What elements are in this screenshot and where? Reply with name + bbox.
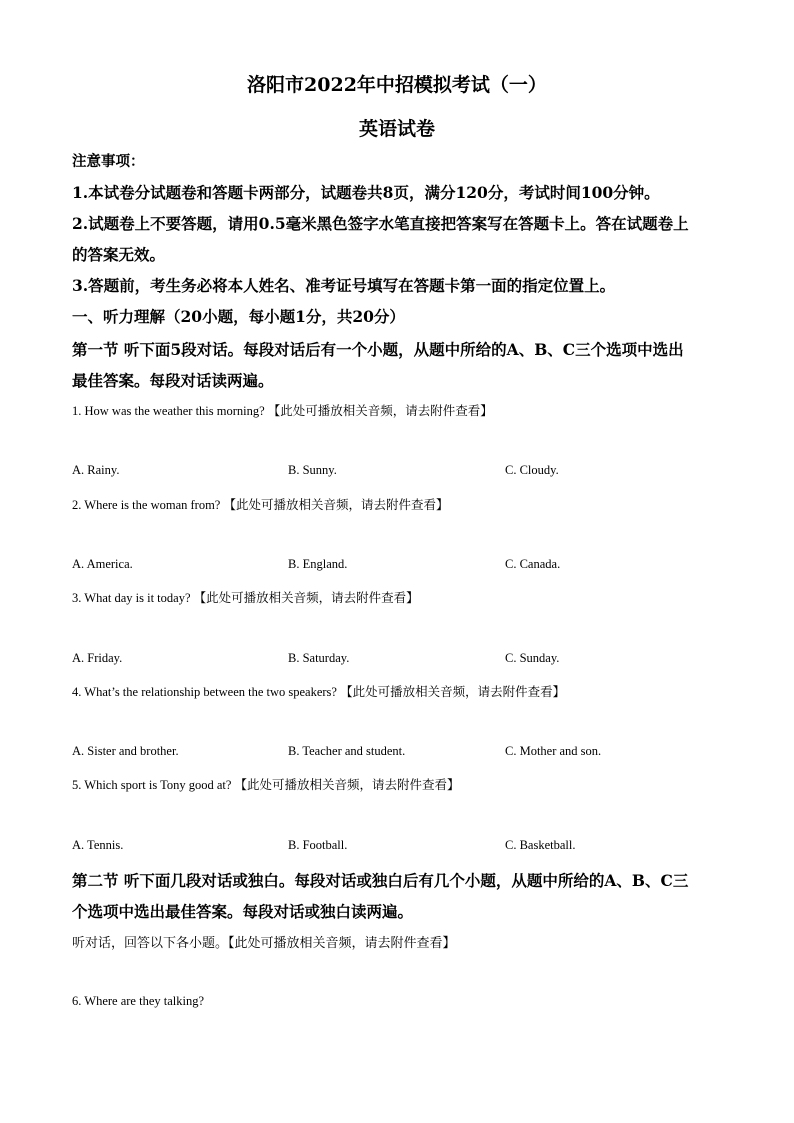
section1-instruction: 第一节 听下面5段对话。每段对话后有一个小题，从题中所给的A、B、C三个选项中选出 bbox=[72, 340, 684, 359]
question-5-option-a: A. Tennis. bbox=[72, 838, 124, 852]
page-subtitle: 英语试卷 bbox=[358, 118, 435, 140]
question-3-option-b: B. Saturday. bbox=[288, 651, 350, 665]
note-item-2: 2.试题卷上不要答题，请用0.5毫米黑色签字水笔直接把答案写在答题卡上。答在试题卷上 bbox=[72, 214, 689, 233]
question-5-option-c: C. Basketball. bbox=[505, 838, 576, 852]
note-item-1: 1.本试卷分试题卷和答题卡两部分，试题卷共8页，满分120分，考试时间100分钟。 bbox=[72, 183, 660, 202]
notes-heading: 注意事项： bbox=[72, 153, 145, 170]
question-4-option-c: C. Mother and son. bbox=[505, 744, 602, 758]
question-4-option-a: A. Sister and brother. bbox=[72, 744, 179, 758]
question-6: 6. Where are they talking? bbox=[72, 994, 205, 1008]
question-1-option-b: B. Sunny. bbox=[288, 463, 337, 477]
question-3-option-c: C. Sunday. bbox=[505, 651, 560, 665]
question-2-option-a: A. America. bbox=[72, 557, 133, 571]
question-1-option-c: C. Cloudy. bbox=[505, 463, 559, 477]
question-3: 3. What day is it today? 【此处可播放相关音频，请去附件查看】 bbox=[72, 591, 419, 605]
question-2: 2. Where is the woman from? 【此处可播放相关音频，请去附件查看】 bbox=[72, 498, 449, 512]
section2-intro: 听对话，回答以下各小题。【此处可播放相关音频，请去附件查看】 bbox=[72, 936, 456, 951]
question-2-option-b: B. England. bbox=[288, 557, 348, 571]
note-item-3: 3.答题前，考生务必将本人姓名、准考证号填写在答题卡第一面的指定位置上。 bbox=[72, 276, 616, 295]
question-1-option-a: A. Rainy. bbox=[72, 463, 120, 477]
question-5: 5. Which sport is Tony good at? 【此处可播放相关音频，请去附件查看】 bbox=[72, 778, 460, 792]
question-4-option-b: B. Teacher and student. bbox=[288, 744, 406, 758]
section1-instruction-cont: 最佳答案。每段对话读两遍。 bbox=[72, 371, 274, 390]
part1-heading: 一、听力理解（20小题，每小题1分，共20分） bbox=[72, 307, 405, 326]
question-3-option-a: A. Friday. bbox=[72, 651, 123, 665]
note-item-2-cont: 的答案无效。 bbox=[72, 245, 166, 264]
section2-instruction-cont: 个选项中选出最佳答案。每段对话或独白读两遍。 bbox=[72, 902, 414, 921]
page-title: 洛阳市2022年中招模拟考试（一） bbox=[247, 74, 547, 96]
section2-instruction: 第二节 听下面几段对话或独白。每段对话或独白后有几个小题，从题中所给的A、B、C三 bbox=[72, 871, 689, 890]
question-2-option-c: C. Canada. bbox=[505, 557, 561, 571]
question-1: 1. How was the weather this morning? 【此处可播放相关音频，请去附件查看】 bbox=[72, 404, 493, 418]
question-5-option-b: B. Football. bbox=[288, 838, 348, 852]
question-4: 4. What’s the relationship between the two speakers? 【此处可播放相关音频，请去附件查看】 bbox=[72, 685, 566, 699]
